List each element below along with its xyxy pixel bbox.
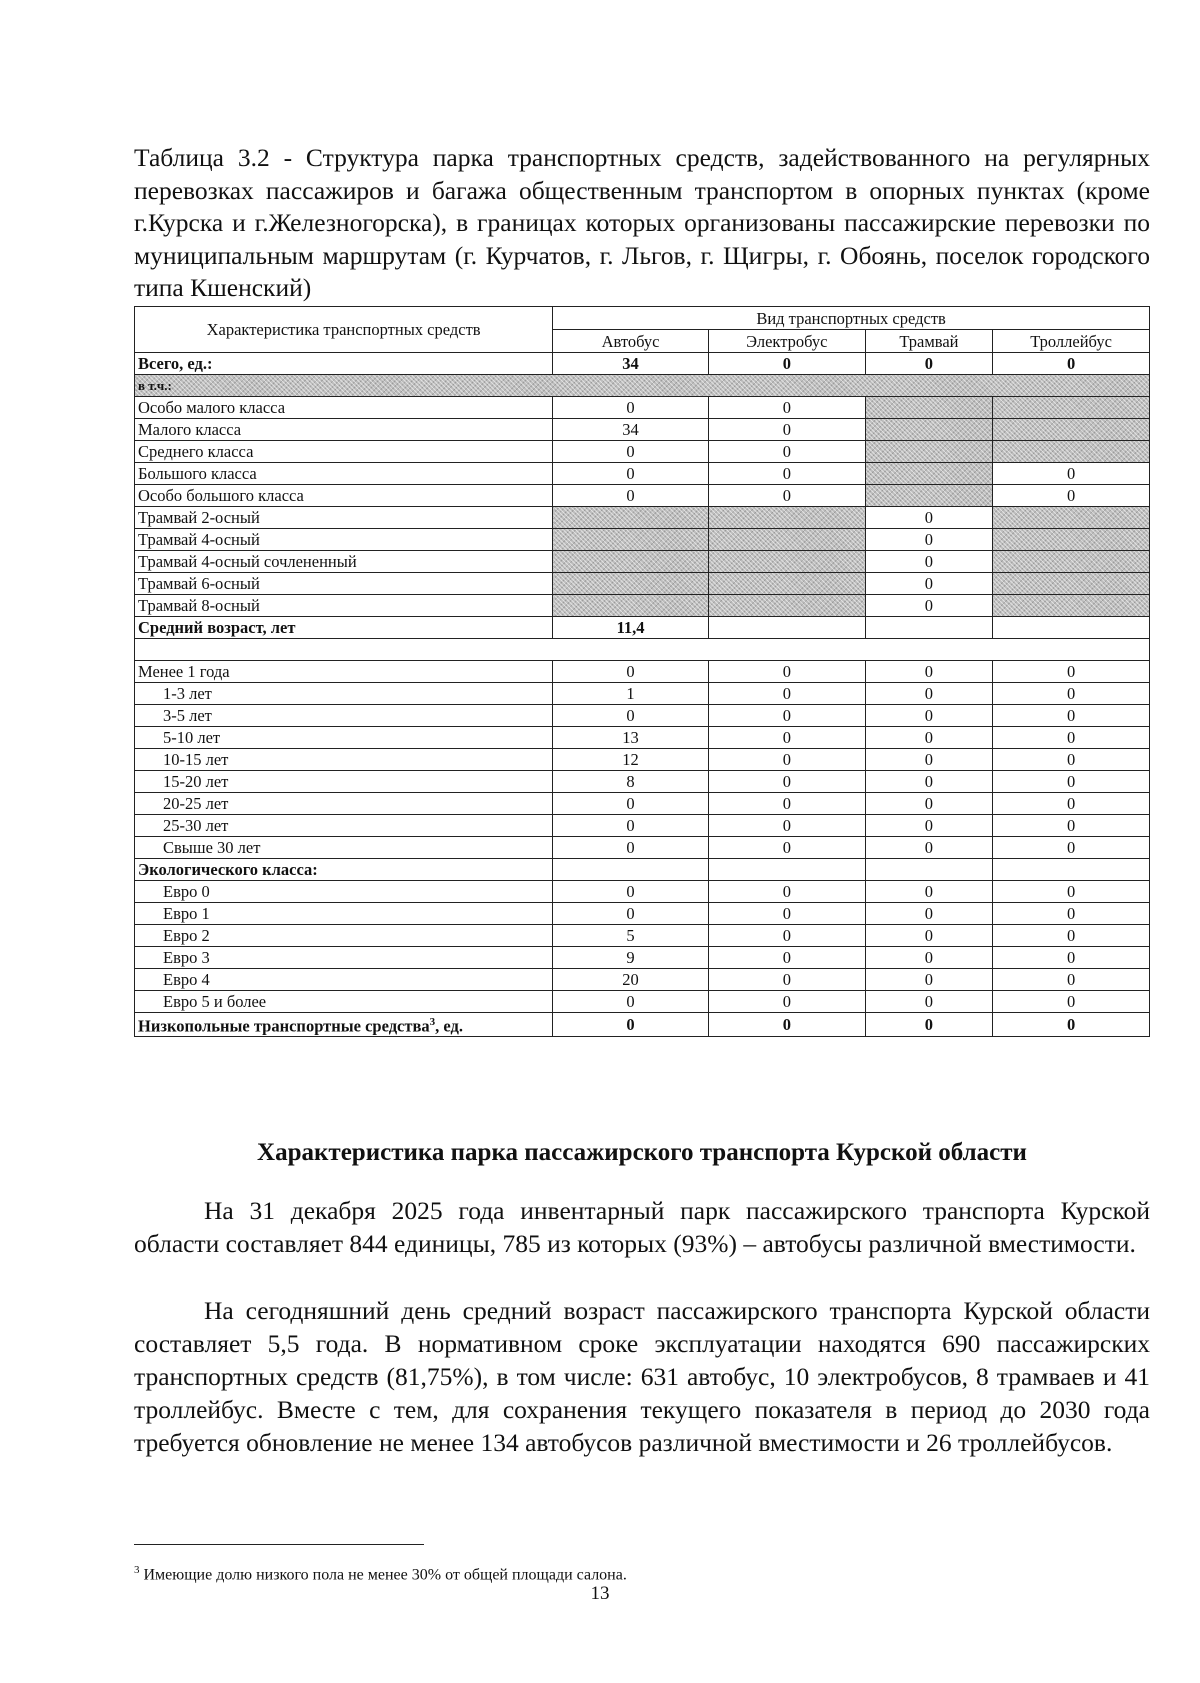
row-label: Особо малого класса xyxy=(135,397,553,419)
data-cell: 0 xyxy=(993,837,1150,859)
data-cell: 0 xyxy=(865,793,992,815)
column-header: Трамвай xyxy=(865,330,992,353)
data-cell: 0 xyxy=(553,837,709,859)
column-header: Автобус xyxy=(553,330,709,353)
data-cell xyxy=(553,529,709,551)
data-cell: 0 xyxy=(708,749,865,771)
data-cell: 0 xyxy=(865,925,992,947)
data-cell: 0 xyxy=(708,661,865,683)
data-cell xyxy=(865,463,992,485)
header-label: Характеристика транспортных средств xyxy=(135,307,553,353)
data-cell xyxy=(708,551,865,573)
row-label: Трамвай 4-осный сочлененный xyxy=(135,551,553,573)
data-cell: 9 xyxy=(553,947,709,969)
row-label: Свыше 30 лет xyxy=(135,837,553,859)
data-cell: 0 xyxy=(553,903,709,925)
data-cell: 0 xyxy=(553,1013,709,1037)
data-cell: 0 xyxy=(993,353,1150,375)
data-cell: 0 xyxy=(865,595,992,617)
data-cell: 0 xyxy=(993,991,1150,1013)
data-cell: 0 xyxy=(708,419,865,441)
data-cell: 13 xyxy=(553,727,709,749)
data-cell: 0 xyxy=(708,815,865,837)
data-cell: 0 xyxy=(708,353,865,375)
data-cell: 0 xyxy=(865,661,992,683)
data-cell: 0 xyxy=(865,947,992,969)
paragraph: На 31 декабря 2025 года инвентарный парк пассажирского транспорта Курской области составляет 844 единицы, 785 из которых (93%) – автобусы различной вместимости. xyxy=(134,1196,1150,1258)
data-cell: 0 xyxy=(708,837,865,859)
data-cell: 11,4 xyxy=(553,617,709,639)
row-label: Евро 3 xyxy=(135,947,553,969)
data-cell: 0 xyxy=(708,793,865,815)
data-cell xyxy=(865,419,992,441)
data-cell: 0 xyxy=(708,441,865,463)
data-cell: 0 xyxy=(708,705,865,727)
data-cell: 0 xyxy=(865,903,992,925)
data-cell: 0 xyxy=(708,485,865,507)
table-row xyxy=(135,441,1150,463)
data-cell: 0 xyxy=(553,485,709,507)
row-label: Трамвай 8-осный xyxy=(135,595,553,617)
data-cell xyxy=(708,617,865,639)
data-cell xyxy=(993,573,1150,595)
data-cell: 0 xyxy=(708,727,865,749)
data-cell: 0 xyxy=(865,529,992,551)
table-row xyxy=(135,529,1150,551)
data-cell xyxy=(993,441,1150,463)
table-row xyxy=(135,397,1150,419)
data-cell: 0 xyxy=(993,771,1150,793)
row-label-suffix: , ед. xyxy=(435,1016,463,1036)
data-cell: 0 xyxy=(865,991,992,1013)
table-row xyxy=(135,881,1150,903)
row-label xyxy=(135,1013,553,1037)
data-cell xyxy=(993,595,1150,617)
row-label: Евро 0 xyxy=(135,881,553,903)
data-cell: 0 xyxy=(993,815,1150,837)
table-row xyxy=(135,727,1150,749)
data-cell xyxy=(553,551,709,573)
data-cell: 0 xyxy=(865,881,992,903)
data-cell: 0 xyxy=(708,969,865,991)
data-cell xyxy=(993,529,1150,551)
data-cell: 0 xyxy=(708,397,865,419)
data-cell: 0 xyxy=(993,727,1150,749)
footnote-mark: 3 xyxy=(134,1564,140,1576)
data-cell: 0 xyxy=(993,903,1150,925)
data-cell xyxy=(993,397,1150,419)
data-cell: 0 xyxy=(708,947,865,969)
row-label: 10-15 лет xyxy=(135,749,553,771)
table-row xyxy=(135,705,1150,727)
row-label: Трамвай 2-осный xyxy=(135,507,553,529)
data-cell: 0 xyxy=(993,947,1150,969)
table-row xyxy=(135,991,1150,1013)
data-cell: 0 xyxy=(553,793,709,815)
column-header: Троллейбус xyxy=(993,330,1150,353)
data-cell xyxy=(708,573,865,595)
data-cell: 0 xyxy=(993,683,1150,705)
row-label: 1-3 лет xyxy=(135,683,553,705)
row-label: 5-10 лет xyxy=(135,727,553,749)
table-row xyxy=(135,507,1150,529)
data-cell: 0 xyxy=(865,815,992,837)
row-label: Особо большого класса xyxy=(135,485,553,507)
table-row xyxy=(135,925,1150,947)
data-cell: 0 xyxy=(993,969,1150,991)
table-row xyxy=(135,353,1150,375)
row-label: 20-25 лет xyxy=(135,793,553,815)
row-label: Евро 4 xyxy=(135,969,553,991)
data-cell: 0 xyxy=(708,881,865,903)
data-cell: 0 xyxy=(708,771,865,793)
table-row xyxy=(135,969,1150,991)
data-cell xyxy=(708,507,865,529)
data-cell xyxy=(993,859,1150,881)
data-cell: 12 xyxy=(553,749,709,771)
data-cell: 0 xyxy=(708,925,865,947)
data-cell xyxy=(708,859,865,881)
data-cell xyxy=(865,397,992,419)
footnote-text: Имеющие долю низкого пола не менее 30% от общей площади салона. xyxy=(143,1566,627,1584)
table-row xyxy=(135,837,1150,859)
group-header: Вид транспортных средств xyxy=(553,307,1150,330)
data-cell xyxy=(708,529,865,551)
table-row-empty xyxy=(135,639,1150,661)
data-cell: 0 xyxy=(708,903,865,925)
data-cell: 0 xyxy=(993,881,1150,903)
data-cell xyxy=(553,859,709,881)
data-cell: 0 xyxy=(865,573,992,595)
data-cell: 34 xyxy=(553,353,709,375)
data-cell: 0 xyxy=(553,881,709,903)
data-cell xyxy=(553,595,709,617)
page-number: 13 xyxy=(590,1583,610,1604)
data-cell: 0 xyxy=(553,661,709,683)
row-label: 15-20 лет xyxy=(135,771,553,793)
data-cell xyxy=(865,859,992,881)
data-cell: 5 xyxy=(553,925,709,947)
subheading: в т.ч.: xyxy=(135,375,1150,397)
data-cell xyxy=(993,551,1150,573)
data-cell xyxy=(553,573,709,595)
data-cell: 0 xyxy=(993,749,1150,771)
data-cell: 0 xyxy=(553,991,709,1013)
table-caption: Таблица 3.2 - Структура парка транспортных средств, задействованного на регулярных перевозках пассажиров и багажа общественным транспортом в опорных пунктах (кроме г.Курска и г.Железногорска), в границах которых организованы пассажирские перевозки по муниципальным маршрутам (г. Курчатов, г. Льгов, г. Щигры, г. Обоянь, поселок городского типа Кшенский) xyxy=(134,143,1150,302)
data-cell: 8 xyxy=(553,771,709,793)
data-cell: 0 xyxy=(865,683,992,705)
data-cell: 0 xyxy=(865,705,992,727)
data-cell xyxy=(708,595,865,617)
row-label: Евро 2 xyxy=(135,925,553,947)
table-row xyxy=(135,617,1150,639)
table-header-row xyxy=(135,307,1150,330)
table-row xyxy=(135,683,1150,705)
row-label: Всего, ед.: xyxy=(135,353,553,375)
row-label-text: Низкопольные транспортные средства xyxy=(138,1016,430,1036)
paragraph: На сегодняшний день средний возраст пассажирского транспорта Курской области составляет 5,5 года. В нормативном сроке эксплуатации находятся 690 пассажирских транспортных средств (81,75%), в том числе: 631 автобус, 10 электробусов, 8 трамваев и 41 троллейбус. Вместе с тем, для сохранения текущего показателя в период до 2030 года требуется обновление не менее 134 автобусов различной вместимости и 26 троллейбусов. xyxy=(134,1296,1150,1457)
table-row xyxy=(135,947,1150,969)
table-row xyxy=(135,793,1150,815)
table-row xyxy=(135,859,1150,881)
data-cell: 0 xyxy=(865,507,992,529)
data-cell: 0 xyxy=(708,463,865,485)
data-cell: 0 xyxy=(865,1013,992,1037)
data-cell: 0 xyxy=(865,727,992,749)
row-label: Евро 5 и более xyxy=(135,991,553,1013)
table-row xyxy=(135,771,1150,793)
data-cell: 0 xyxy=(993,1013,1150,1037)
data-cell: 0 xyxy=(708,1013,865,1037)
row-label: Малого класса xyxy=(135,419,553,441)
data-cell: 0 xyxy=(708,683,865,705)
data-cell: 0 xyxy=(553,815,709,837)
row-label: Трамвай 4-осный xyxy=(135,529,553,551)
table-row xyxy=(135,419,1150,441)
table-row xyxy=(135,595,1150,617)
row-label: Менее 1 года xyxy=(135,661,553,683)
data-cell: 0 xyxy=(993,661,1150,683)
data-cell: 0 xyxy=(993,925,1150,947)
data-cell: 0 xyxy=(865,551,992,573)
column-header: Электробус xyxy=(708,330,865,353)
footnote-divider xyxy=(134,1544,424,1545)
empty-cell xyxy=(135,639,1150,661)
data-cell: 0 xyxy=(865,771,992,793)
section-heading: Характеристика парка пассажирского транспорта Курской области xyxy=(257,1139,1027,1166)
data-cell: 0 xyxy=(553,397,709,419)
table-row xyxy=(135,375,1150,397)
data-cell: 0 xyxy=(865,749,992,771)
data-cell xyxy=(993,419,1150,441)
row-label: Трамвай 6-осный xyxy=(135,573,553,595)
table-row xyxy=(135,815,1150,837)
row-label: Экологического класса: xyxy=(135,859,553,881)
table-row xyxy=(135,661,1150,683)
table-row xyxy=(135,1013,1150,1037)
data-cell: 0 xyxy=(993,705,1150,727)
footnote xyxy=(134,1560,627,1585)
data-cell: 0 xyxy=(993,793,1150,815)
data-cell: 0 xyxy=(865,353,992,375)
table-row xyxy=(135,485,1150,507)
row-label: Большого класса xyxy=(135,463,553,485)
row-label: 25-30 лет xyxy=(135,815,553,837)
data-cell: 0 xyxy=(993,463,1150,485)
table-row xyxy=(135,573,1150,595)
table-row xyxy=(135,749,1150,771)
data-cell xyxy=(865,441,992,463)
data-cell: 34 xyxy=(553,419,709,441)
fleet-structure-table xyxy=(134,306,1150,1037)
table-row xyxy=(135,903,1150,925)
row-label: Средний возраст, лет xyxy=(135,617,553,639)
row-label: Среднего класса xyxy=(135,441,553,463)
data-cell xyxy=(993,617,1150,639)
table-row xyxy=(135,463,1150,485)
data-cell: 0 xyxy=(553,441,709,463)
table-row xyxy=(135,551,1150,573)
data-cell: 0 xyxy=(865,837,992,859)
data-cell: 0 xyxy=(553,463,709,485)
data-cell xyxy=(993,507,1150,529)
row-label: Евро 1 xyxy=(135,903,553,925)
footnote-ref: 3 xyxy=(429,1016,436,1028)
data-cell: 0 xyxy=(865,969,992,991)
data-cell xyxy=(553,507,709,529)
data-cell xyxy=(865,485,992,507)
data-cell: 0 xyxy=(553,705,709,727)
data-cell: 0 xyxy=(993,485,1150,507)
row-label: 3-5 лет xyxy=(135,705,553,727)
data-cell xyxy=(865,617,992,639)
data-cell: 20 xyxy=(553,969,709,991)
data-cell: 0 xyxy=(708,991,865,1013)
data-cell: 1 xyxy=(553,683,709,705)
